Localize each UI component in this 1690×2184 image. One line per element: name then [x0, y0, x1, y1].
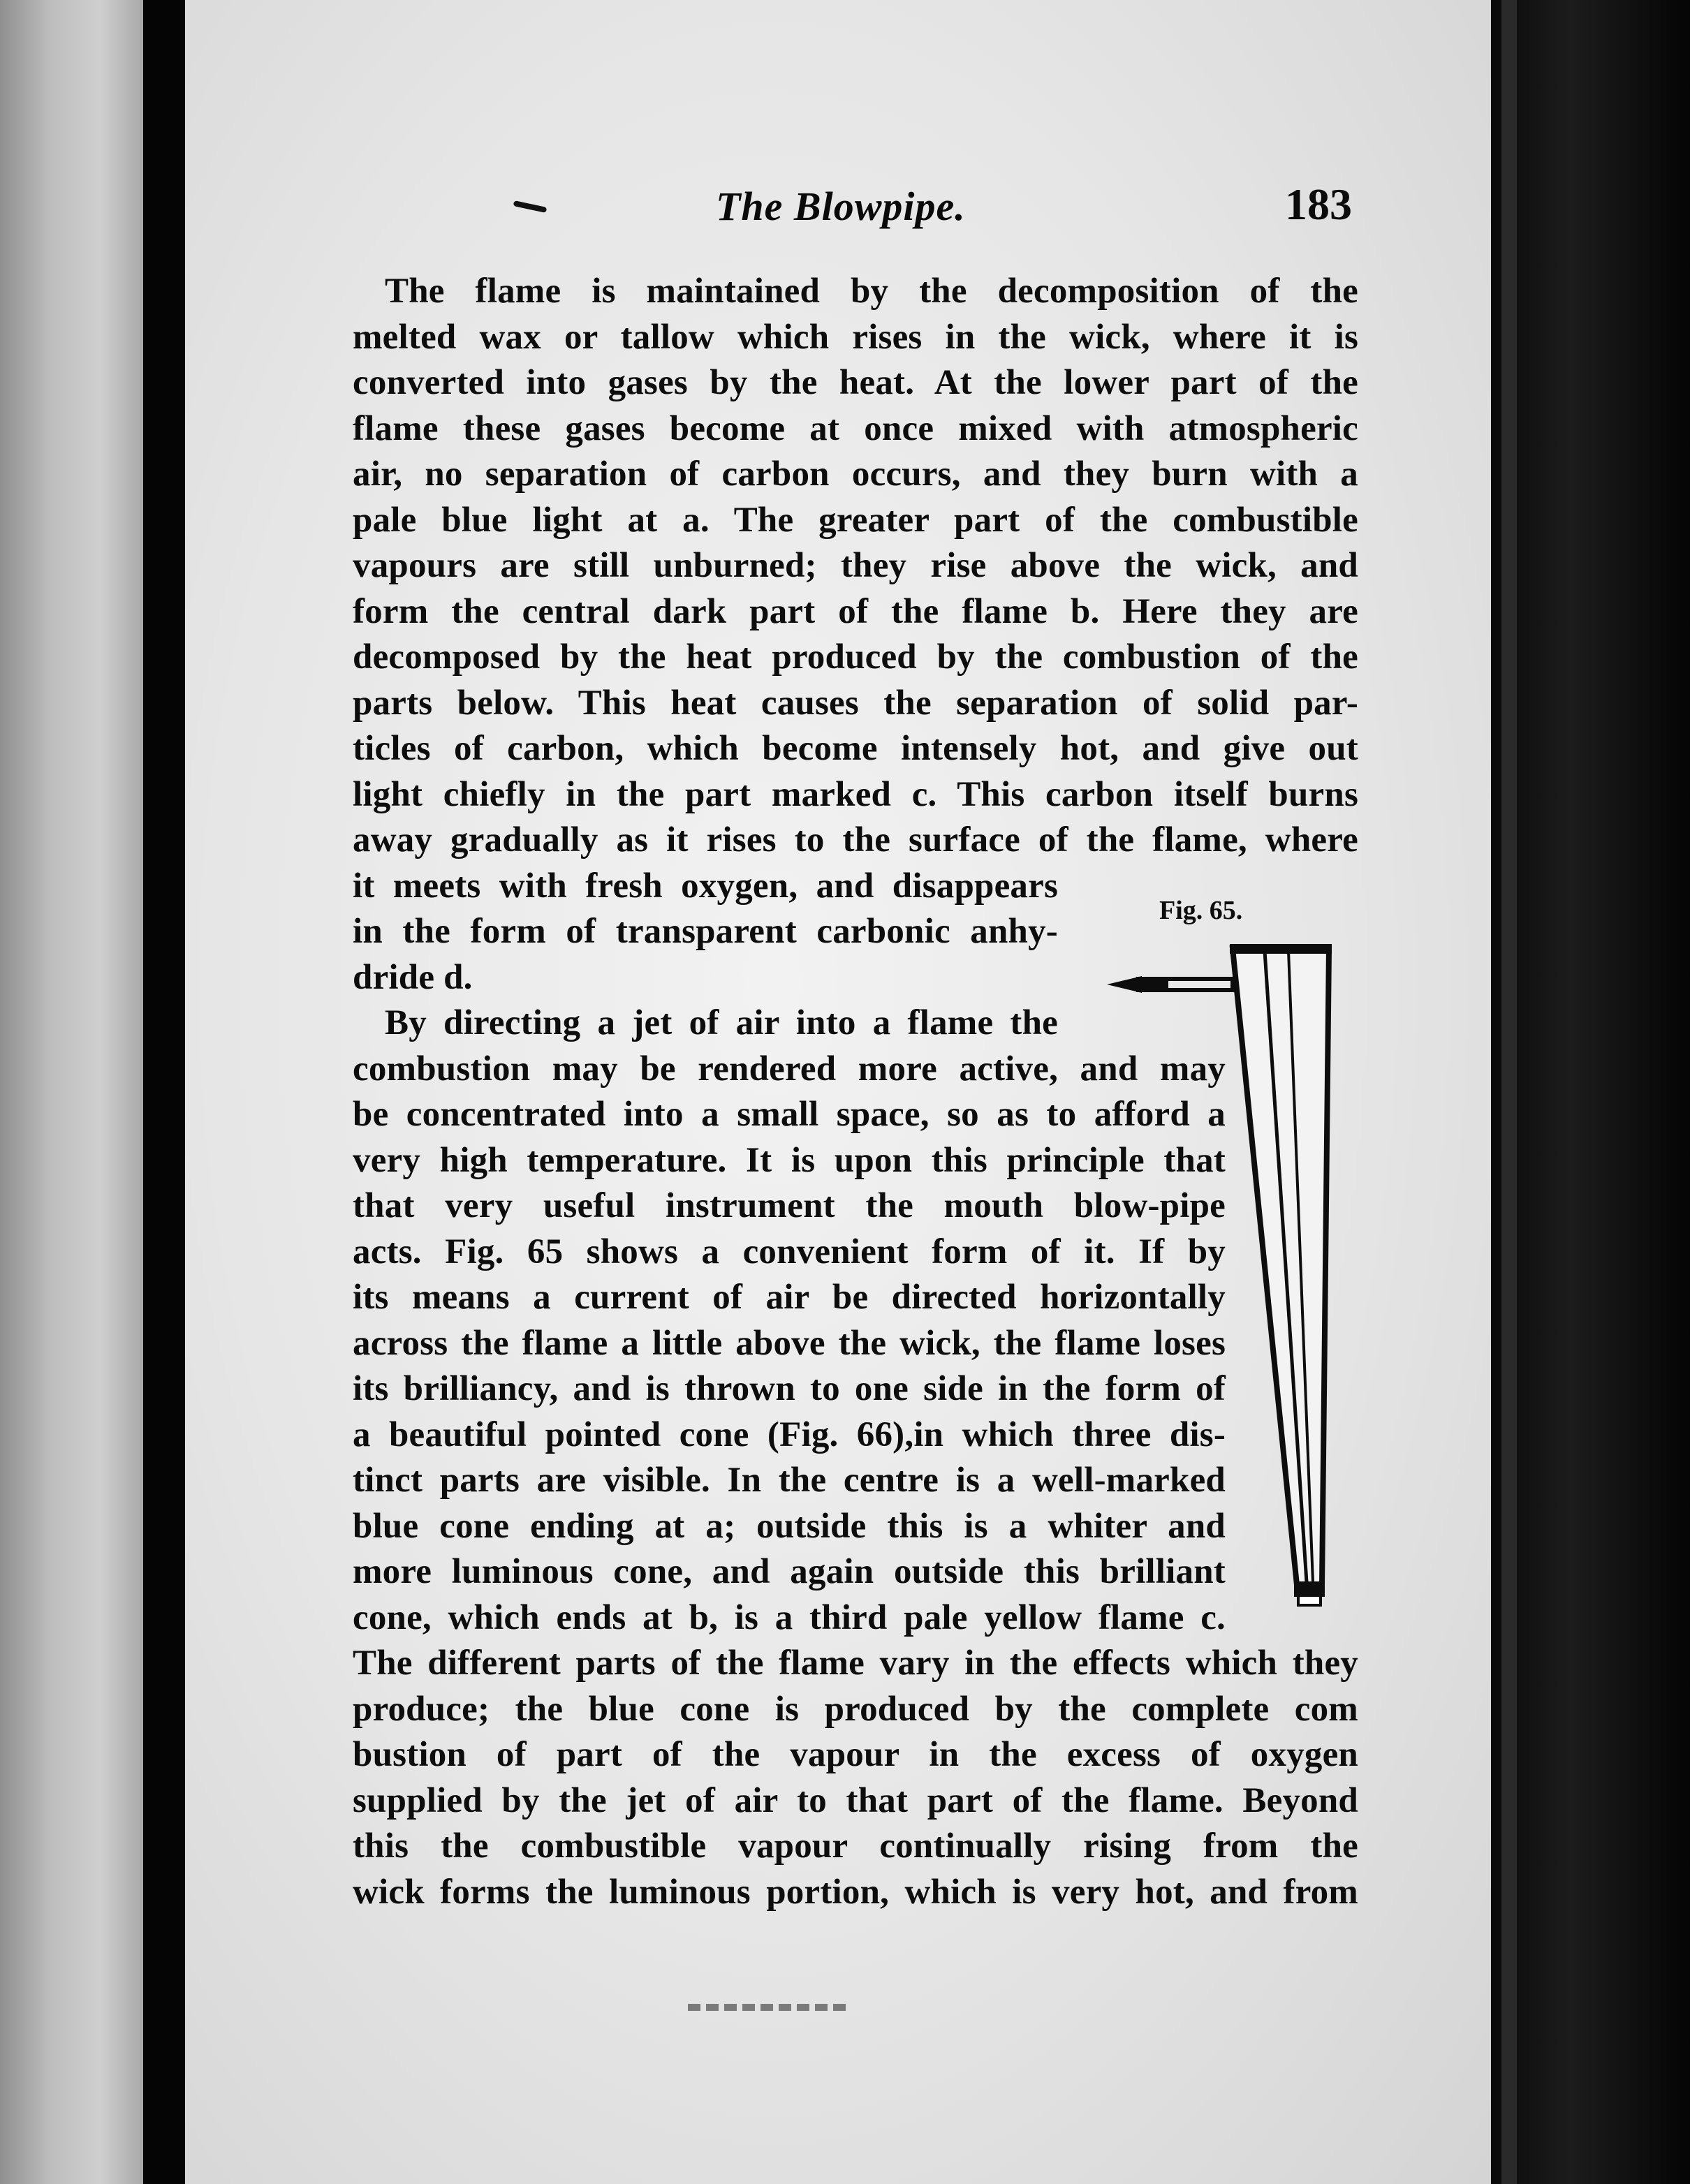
printer-mark — [513, 200, 548, 213]
text-line: combustion may be rendered more active, and may — [353, 1049, 1226, 1089]
text-line: vapours are still unburned; they rise above the wick, and — [353, 546, 1358, 585]
text-line: its means a current of air be directed horizontally — [353, 1278, 1226, 1317]
text-line: wick forms the luminous portion, which is very hot, and from — [353, 1872, 1358, 1912]
page-header — [185, 179, 1491, 239]
text-line: light chiefly in the part marked c. This carbon itself burns — [353, 774, 1358, 814]
text-line: a beautiful pointed cone (Fig. 66),in which three dis- — [353, 1415, 1226, 1454]
text-line: away gradually as it rises to the surface of the flame, where — [353, 820, 1358, 859]
text-line: supplied by the jet of air to that part of the flame. Beyond — [353, 1780, 1358, 1820]
text-line: form the central dark part of the flame b. Here they are — [353, 591, 1358, 631]
text-line: ticles of carbon, which become intensely hot, and give out — [353, 729, 1358, 768]
text-line: decomposed by the heat produced by the combustion of the — [353, 637, 1358, 677]
text-line: very high temperature. It is upon this principle that — [353, 1140, 1226, 1180]
text-line: blue cone ending at a; outside this is a whiter and — [353, 1506, 1226, 1546]
scanner-edge — [1491, 0, 1690, 2184]
text-line: it meets with fresh oxygen, and disappears — [353, 866, 1058, 906]
text-line: this the combustible vapour continually rising from the — [353, 1827, 1358, 1866]
facing-page-edge — [0, 0, 143, 2184]
text-line: be concentrated into a small space, so as to afford a — [353, 1095, 1226, 1134]
text-line: parts below. This heat causes the separation of solid par- — [353, 683, 1358, 723]
text-line: produce; the blue cone is produced by the complete com — [353, 1689, 1358, 1729]
figure-caption: Fig. 65. — [1159, 896, 1243, 925]
book-page — [185, 0, 1491, 2184]
text-line: across the flame a little above the wick, the flame loses — [353, 1323, 1226, 1363]
text-line: dride d. — [353, 957, 473, 997]
text-line: its brilliancy, and is thrown to one side in the form of — [353, 1369, 1226, 1408]
text-line: flame these gases become at once mixed with atmospheric — [353, 408, 1358, 448]
text-line: The different parts of the flame vary in the effects which they — [353, 1644, 1358, 1683]
printer-smudge — [688, 2004, 848, 2011]
text-line: melted wax or tallow which rises in the wick, where it is — [353, 317, 1358, 357]
book-gutter — [143, 0, 185, 2184]
scanner-edge-strip — [1501, 0, 1517, 2184]
text-line: in the form of transparent carbonic anhy- — [353, 912, 1058, 951]
text-line: air, no separation of carbon occurs, and they burn with a — [353, 455, 1358, 494]
text-line: converted into gases by the heat. At the lower part of the — [353, 363, 1358, 402]
text-line: bustion of part of the vapour in the excess of oxygen — [353, 1735, 1358, 1774]
text-line: The flame is maintained by the decomposition of the — [385, 272, 1358, 311]
text-line: pale blue light at a. The greater part of the combustible — [353, 500, 1358, 540]
text-line: cone, which ends at b, is a third pale yellow flame c. — [353, 1598, 1226, 1637]
text-line: tinct parts are visible. In the centre is a well-marked — [353, 1461, 1226, 1500]
text-line: more luminous cone, and again outside this brilliant — [353, 1552, 1226, 1591]
blowpipe-illustration — [1100, 887, 1351, 1620]
text-line: By directing a jet of air into a flame the — [385, 1003, 1058, 1042]
page-number: 183 — [1285, 179, 1352, 229]
text-line: acts. Fig. 65 shows a convenient form of it. If by — [353, 1232, 1226, 1271]
running-title: The Blowpipe. — [716, 184, 966, 229]
text-line: that very useful instrument the mouth blow-pipe — [353, 1186, 1226, 1225]
